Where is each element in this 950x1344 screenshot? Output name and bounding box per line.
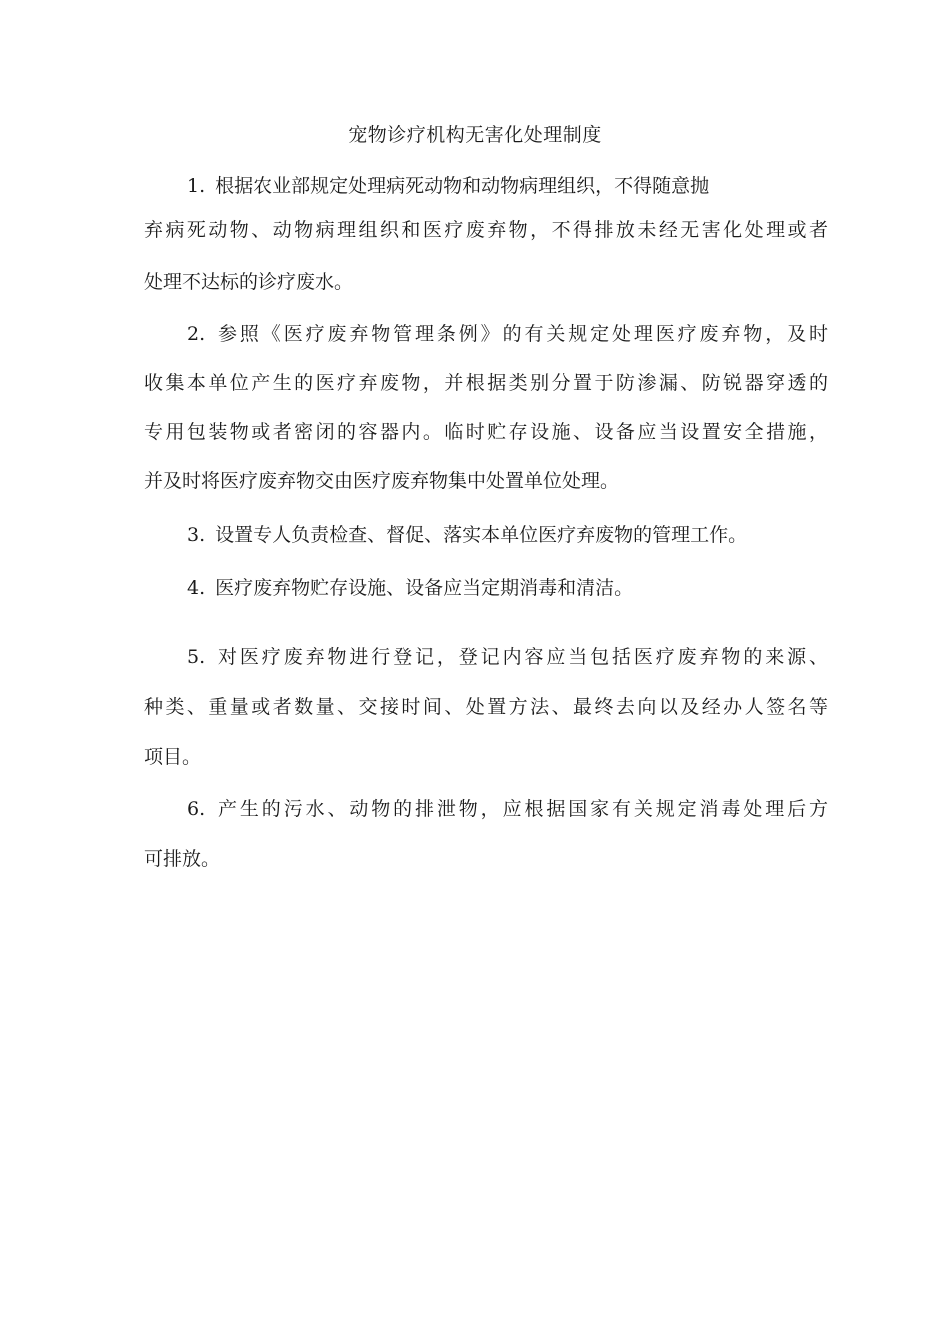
document-title: 宠物诊疗机构无害化处理制度 xyxy=(348,124,602,146)
item-5-line-1 xyxy=(187,643,828,671)
item-1-line-1 xyxy=(187,172,709,200)
item-1-line-3: 处理不达标的诊疗废水。 xyxy=(144,271,354,293)
item-1-text: 根据农业部规定处理病死动物和动物病理组织，不得随意抛 xyxy=(215,175,710,197)
item-6-line-1 xyxy=(187,795,828,823)
item-6-text: 产生的污水、动物的排泄物，应根据国家有关规定消毒处理后方 xyxy=(215,798,828,820)
item-5-number: 5. xyxy=(187,646,206,668)
item-2-line-2: 收集本单位产生的医疗弃废物，并根据类别分置于防渗漏、防锐器穿透的 xyxy=(144,372,828,394)
item-2-line-1 xyxy=(187,320,828,348)
item-6-number: 6. xyxy=(187,798,206,820)
item-1-line-2: 弃病死动物、动物病理组织和医疗废弃物，不得排放未经无害化处理或者 xyxy=(144,219,828,241)
item-4-number: 4. xyxy=(187,577,206,599)
item-3-text: 设置专人负责检查、督促、落实本单位医疗弃废物的管理工作。 xyxy=(215,524,748,546)
item-2-line-3: 专用包装物或者密闭的容器内。临时贮存设施、设备应当设置安全措施， xyxy=(144,421,828,443)
item-4-text: 医疗废弃物贮存设施、设备应当定期消毒和清洁。 xyxy=(215,577,634,599)
item-3-line-1 xyxy=(187,521,747,549)
item-5-line-2: 种类、重量或者数量、交接时间、处置方法、最终去向以及经办人签名等 xyxy=(144,696,828,718)
item-5-line-3: 项目。 xyxy=(144,746,202,768)
item-2-line-4: 并及时将医疗废弃物交由医疗废弃物集中处置单位处理。 xyxy=(144,470,620,492)
item-5-text: 对医疗废弃物进行登记，登记内容应当包括医疗废弃物的来源、 xyxy=(215,646,828,668)
item-1-number: 1. xyxy=(187,175,206,197)
item-6-line-2: 可排放。 xyxy=(144,848,221,870)
item-2-text: 参照《医疗废弃物管理条例》的有关规定处理医疗废弃物，及时 xyxy=(215,323,828,345)
item-2-number: 2. xyxy=(187,323,206,345)
item-3-number: 3. xyxy=(187,524,206,546)
item-4-line-1 xyxy=(187,574,633,602)
